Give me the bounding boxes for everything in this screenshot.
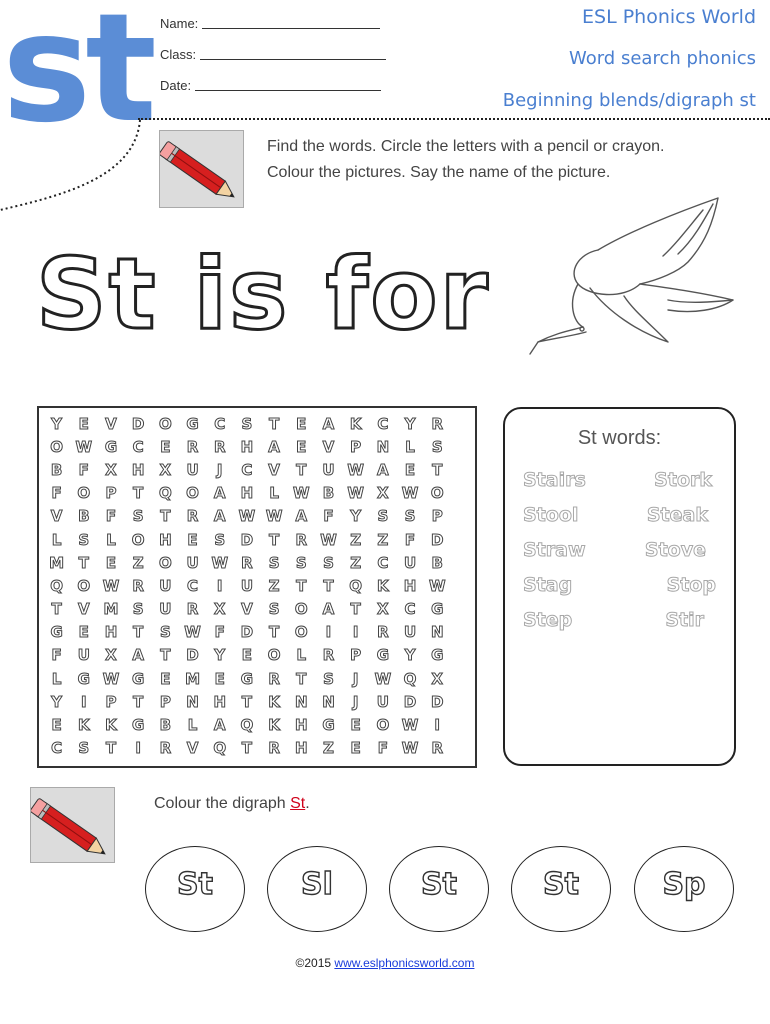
grid-letter[interactable]: H <box>240 484 254 503</box>
grid-letter[interactable]: S <box>241 414 253 433</box>
grid-letter[interactable]: I <box>80 692 87 711</box>
digraph-circle[interactable] <box>389 846 489 932</box>
grid-letter[interactable]: H <box>213 692 226 711</box>
grid-letter[interactable]: E <box>78 623 89 642</box>
grid-letter[interactable]: M <box>49 553 65 572</box>
grid-letter[interactable]: W <box>428 576 446 595</box>
grid-letter[interactable]: E <box>187 530 198 549</box>
grid-letter[interactable]: G <box>132 669 145 688</box>
grid-letter[interactable]: A <box>132 646 144 665</box>
grid-letter[interactable]: F <box>377 739 388 758</box>
grid-letter[interactable]: W <box>320 530 337 549</box>
grid-letter[interactable]: T <box>133 623 144 642</box>
grid-letter[interactable]: W <box>401 716 419 735</box>
grid-letter[interactable]: F <box>404 530 416 549</box>
grid-letter[interactable]: D <box>131 414 145 433</box>
grid-letter[interactable]: E <box>78 414 89 433</box>
grid-letter[interactable]: G <box>431 600 444 619</box>
grid-letter[interactable]: S <box>159 623 171 642</box>
grid-letter[interactable]: R <box>377 623 389 642</box>
grid-letter[interactable]: J <box>216 460 223 479</box>
grid-letter[interactable]: V <box>50 507 63 526</box>
grid-letter[interactable]: S <box>268 553 280 572</box>
grid-letter[interactable]: A <box>268 437 280 456</box>
grid-letter[interactable]: I <box>325 623 332 642</box>
brand-topic: Beginning blends/digraph st <box>502 90 756 111</box>
grid-letter[interactable]: D <box>403 692 417 711</box>
grid-letter[interactable]: W <box>102 669 120 688</box>
grid-letter[interactable]: E <box>296 437 307 456</box>
grid-letter[interactable]: O <box>77 576 91 595</box>
grid-letter[interactable]: E <box>160 437 171 456</box>
grid-letter[interactable]: G <box>240 669 254 688</box>
word-search-grid[interactable] <box>37 406 477 768</box>
header-divider <box>138 118 770 120</box>
class-line[interactable] <box>200 59 386 60</box>
grid-letter[interactable]: P <box>350 437 362 456</box>
grid-letter[interactable]: O <box>158 553 172 572</box>
grid-letter[interactable]: Q <box>240 716 254 735</box>
grid-letter[interactable]: G <box>322 716 335 735</box>
grid-letter[interactable]: T <box>432 460 443 479</box>
grid-letter[interactable]: G <box>132 716 145 735</box>
grid-letter[interactable]: R <box>186 600 199 619</box>
grid-letter[interactable]: F <box>51 646 62 665</box>
grid-letter[interactable]: R <box>431 739 443 758</box>
grid-letter[interactable]: Z <box>377 530 389 549</box>
grid-letter[interactable]: L <box>187 716 198 735</box>
grid-letter[interactable]: E <box>241 646 253 665</box>
word-search-table[interactable] <box>43 412 451 760</box>
grid-letter[interactable]: H <box>403 576 417 595</box>
grid-letter[interactable]: U <box>403 553 417 572</box>
colour-label-prefix: Colour the digraph <box>154 795 291 812</box>
grid-letter[interactable]: A <box>213 716 226 735</box>
grid-letter[interactable]: T <box>296 669 307 688</box>
website-link[interactable]: www.eslphonicsworld.com <box>334 956 475 970</box>
grid-letter[interactable]: V <box>268 460 280 479</box>
grid-letter[interactable]: S <box>78 739 90 758</box>
grid-letter[interactable]: O <box>294 623 308 642</box>
grid-letter[interactable]: T <box>133 484 144 503</box>
grid-letter[interactable]: Z <box>323 739 334 758</box>
grid-letter[interactable]: A <box>322 414 335 433</box>
grid-letter[interactable]: C <box>377 553 389 572</box>
grid-letter[interactable]: S <box>132 600 144 619</box>
grid-letter[interactable]: B <box>322 484 335 503</box>
grid-letter[interactable]: I <box>216 576 223 595</box>
word-item: Straw <box>523 539 586 561</box>
word-item: Stir <box>665 609 704 631</box>
grid-letter[interactable]: H <box>104 623 118 642</box>
grid-letter[interactable]: U <box>186 460 199 479</box>
grid-letter[interactable]: F <box>214 623 225 642</box>
grid-letter[interactable]: K <box>77 716 90 735</box>
grid-letter[interactable]: R <box>241 553 253 572</box>
grid-row <box>43 528 451 551</box>
grid-letter[interactable]: X <box>213 600 226 619</box>
grid-letter[interactable]: Q <box>349 576 363 595</box>
grid-letter[interactable]: H <box>295 739 308 758</box>
grid-letter[interactable]: A <box>213 484 226 503</box>
grid-letter[interactable]: F <box>323 507 334 526</box>
grid-letter[interactable]: T <box>350 600 361 619</box>
grid-letter[interactable]: O <box>77 484 91 503</box>
grid-letter[interactable]: U <box>376 692 389 711</box>
class-field[interactable] <box>160 47 386 62</box>
grid-letter[interactable]: U <box>403 623 417 642</box>
word-item: Steak <box>646 504 708 526</box>
grid-letter[interactable]: R <box>268 669 280 688</box>
grid-letter[interactable]: V <box>186 739 199 758</box>
divider-curve <box>0 118 160 218</box>
grid-letter[interactable]: A <box>295 507 308 526</box>
grid-letter[interactable]: M <box>103 600 119 619</box>
grid-letter[interactable]: H <box>295 716 308 735</box>
pencil-icon-box <box>159 130 244 208</box>
grid-letter[interactable]: Y <box>404 646 416 665</box>
grid-letter[interactable]: T <box>78 553 89 572</box>
grid-letter[interactable]: G <box>376 646 389 665</box>
pencil-icon <box>160 131 245 209</box>
grid-letter[interactable]: K <box>268 716 280 735</box>
grid-letter[interactable]: L <box>51 530 62 549</box>
grid-letter[interactable]: C <box>51 739 63 758</box>
grid-letter[interactable]: B <box>431 553 443 572</box>
grid-letter[interactable]: S <box>268 600 280 619</box>
grid-letter[interactable]: W <box>75 437 93 456</box>
digraph-option: St <box>177 866 213 902</box>
grid-letter[interactable]: E <box>51 716 62 735</box>
grid-letter[interactable]: X <box>377 600 389 619</box>
grid-letter[interactable]: G <box>431 646 444 665</box>
grid-letter[interactable]: O <box>131 530 145 549</box>
grid-letter[interactable]: E <box>105 553 117 572</box>
grid-letter[interactable]: J <box>352 692 359 711</box>
grid-letter[interactable]: L <box>405 437 415 456</box>
grid-letter[interactable]: E <box>296 414 307 433</box>
grid-letter[interactable]: S <box>132 507 144 526</box>
word-item: Step <box>523 609 573 631</box>
grid-letter[interactable]: S <box>78 530 90 549</box>
grid-letter[interactable]: F <box>105 507 117 526</box>
grid-letter[interactable]: K <box>105 716 117 735</box>
grid-letter[interactable]: O <box>267 646 281 665</box>
grid-letter[interactable]: L <box>51 669 62 688</box>
grid-letter[interactable]: R <box>186 507 199 526</box>
digraph-option: Sl <box>301 866 333 902</box>
digraph-circle[interactable] <box>634 846 734 932</box>
grid-row <box>43 737 451 760</box>
grid-letter[interactable]: Q <box>158 484 172 503</box>
footer <box>0 956 770 970</box>
grid-letter[interactable]: M <box>185 669 200 688</box>
grid-letter[interactable]: L <box>106 530 116 549</box>
grid-letter[interactable]: J <box>352 669 359 688</box>
grid-letter[interactable]: I <box>352 623 359 642</box>
stork-illustration <box>528 192 758 362</box>
grid-letter[interactable]: P <box>105 692 117 711</box>
grid-letter[interactable]: B <box>78 507 90 526</box>
grid-letter[interactable]: N <box>295 692 308 711</box>
grid-letter[interactable]: C <box>214 414 226 433</box>
grid-letter[interactable]: G <box>186 414 199 433</box>
grid-row <box>43 412 451 435</box>
grid-letter[interactable]: R <box>132 576 144 595</box>
grid-letter[interactable]: W <box>374 669 392 688</box>
grid-letter[interactable]: R <box>186 437 199 456</box>
grid-letter[interactable]: U <box>240 576 253 595</box>
grid-letter[interactable]: W <box>211 553 228 572</box>
grid-letter[interactable]: T <box>241 739 253 758</box>
grid-letter[interactable]: T <box>160 646 171 665</box>
grid-letter[interactable]: R <box>159 739 172 758</box>
word-item: Stool <box>523 504 579 526</box>
grid-row <box>43 690 451 713</box>
date-line[interactable] <box>195 90 381 91</box>
grid-letter[interactable]: G <box>77 669 90 688</box>
grid-letter[interactable]: U <box>186 553 199 572</box>
grid-letter[interactable]: S <box>377 507 389 526</box>
grid-letter[interactable]: T <box>296 576 307 595</box>
grid-letter[interactable]: S <box>323 553 334 572</box>
grid-letter[interactable]: G <box>104 437 118 456</box>
grid-letter[interactable]: E <box>350 739 361 758</box>
grid-letter[interactable]: W <box>293 484 310 503</box>
st-is-for-heading <box>36 228 536 348</box>
grid-letter[interactable]: V <box>77 600 90 619</box>
instructions <box>267 134 665 186</box>
grid-letter[interactable]: T <box>105 739 117 758</box>
grid-letter[interactable]: D <box>240 530 254 549</box>
grid-letter[interactable]: T <box>296 460 307 479</box>
grid-row <box>43 598 451 621</box>
grid-letter[interactable]: Y <box>404 414 416 433</box>
grid-letter[interactable]: S <box>404 507 416 526</box>
grid-letter[interactable]: Y <box>51 414 63 433</box>
grid-letter[interactable]: Y <box>350 507 362 526</box>
brand-subtitle: Word search phonics <box>568 48 756 69</box>
grid-letter[interactable]: U <box>322 460 335 479</box>
grid-letter[interactable]: T <box>241 692 253 711</box>
date-field[interactable] <box>160 78 381 93</box>
grid-letter[interactable]: Y <box>51 692 63 711</box>
grid-letter[interactable]: Z <box>350 530 362 549</box>
grid-letter[interactable]: O <box>186 484 199 503</box>
grid-letter[interactable]: R <box>322 646 335 665</box>
grid-letter[interactable]: S <box>295 553 307 572</box>
grid-row <box>43 667 451 690</box>
grid-letter[interactable]: D <box>240 623 254 642</box>
grid-row <box>43 713 451 736</box>
digraph-circle[interactable] <box>145 846 245 932</box>
grid-letter[interactable]: E <box>160 669 171 688</box>
word-item: Stag <box>523 574 573 596</box>
grid-letter[interactable]: Z <box>132 553 144 572</box>
grid-letter[interactable]: Q <box>50 576 63 595</box>
grid-letter[interactable]: C <box>404 600 416 619</box>
grid-letter[interactable]: W <box>347 484 364 503</box>
grid-letter[interactable]: N <box>376 437 390 456</box>
grid-letter[interactable]: T <box>51 600 62 619</box>
grid-letter[interactable]: K <box>268 692 280 711</box>
grid-letter[interactable]: D <box>186 646 199 665</box>
copyright-text: ©2015 <box>295 956 335 970</box>
grid-letter[interactable]: T <box>160 507 171 526</box>
digraph-circle[interactable] <box>267 846 367 932</box>
colour-task-label <box>154 795 310 813</box>
grid-letter[interactable]: P <box>350 646 362 665</box>
grid-letter[interactable]: V <box>105 414 117 433</box>
grid-letter[interactable]: C <box>132 437 144 456</box>
grid-letter[interactable]: K <box>349 414 362 433</box>
grid-letter[interactable]: X <box>105 460 117 479</box>
grid-letter[interactable]: R <box>295 530 308 549</box>
grid-letter[interactable]: B <box>50 460 63 479</box>
grid-letter[interactable]: T <box>133 692 144 711</box>
grid-row <box>43 621 451 644</box>
grid-row <box>43 482 451 505</box>
grid-letter[interactable]: W <box>238 507 256 526</box>
grid-row <box>43 574 451 597</box>
grid-letter[interactable]: U <box>159 600 172 619</box>
grid-letter[interactable]: U <box>77 646 90 665</box>
grid-letter[interactable]: O <box>430 484 444 503</box>
grid-letter[interactable]: W <box>184 623 201 642</box>
grid-letter[interactable]: E <box>350 716 361 735</box>
grid-letter[interactable]: S <box>323 669 334 688</box>
grid-letter[interactable]: X <box>105 646 117 665</box>
name-field[interactable] <box>160 16 380 31</box>
grid-letter[interactable]: O <box>376 716 390 735</box>
grid-letter[interactable]: I <box>135 739 141 758</box>
grid-letter[interactable]: D <box>430 692 444 711</box>
grid-letter[interactable]: C <box>187 576 199 595</box>
grid-row <box>43 644 451 667</box>
grid-letter[interactable]: Z <box>350 553 362 572</box>
grid-letter[interactable]: E <box>214 669 225 688</box>
word-list-title: St words: <box>577 427 662 449</box>
colour-label-suffix: . <box>305 795 310 812</box>
grid-letter[interactable]: T <box>323 576 334 595</box>
grid-letter[interactable]: S <box>214 530 226 549</box>
grid-letter[interactable]: W <box>401 739 419 758</box>
grid-letter[interactable]: X <box>431 669 443 688</box>
grid-letter[interactable]: C <box>241 460 253 479</box>
pencil-icon <box>31 788 116 864</box>
big-st-letters: st <box>2 0 151 156</box>
grid-letter[interactable]: K <box>377 576 389 595</box>
grid-row <box>43 435 451 458</box>
grid-letter[interactable]: Z <box>268 576 280 595</box>
word-item: Stop <box>666 574 716 596</box>
grid-letter[interactable]: A <box>322 600 335 619</box>
digraph-option: St <box>543 866 579 902</box>
grid-letter[interactable]: O <box>50 437 63 456</box>
digraph-option: Sp <box>662 866 706 902</box>
grid-letter[interactable]: L <box>269 484 279 503</box>
grid-letter[interactable]: T <box>268 623 280 642</box>
brand-title: ESL Phonics World <box>582 6 756 28</box>
grid-letter[interactable]: C <box>377 414 389 433</box>
grid-letter[interactable]: Y <box>214 646 226 665</box>
grid-letter[interactable]: H <box>131 460 145 479</box>
grid-letter[interactable]: T <box>268 414 280 433</box>
grid-letter[interactable]: X <box>159 460 172 479</box>
grid-letter[interactable]: L <box>296 646 307 665</box>
grid-letter[interactable]: N <box>322 692 335 711</box>
word-item: Stork <box>654 469 712 491</box>
name-label: Name: <box>160 16 199 31</box>
grid-letter[interactable]: N <box>430 623 444 642</box>
pencil-icon-box <box>30 787 115 863</box>
grid-letter[interactable]: Q <box>403 669 417 688</box>
date-label: Date: <box>160 78 192 93</box>
grid-letter[interactable]: W <box>265 507 283 526</box>
grid-letter[interactable]: O <box>158 414 172 433</box>
class-label: Class: <box>160 47 197 62</box>
instruction-line-2: Colour the pictures. Say the name of the picture. <box>267 164 611 181</box>
grid-letter[interactable]: W <box>401 484 419 503</box>
grid-letter[interactable]: V <box>322 437 335 456</box>
grid-letter[interactable]: A <box>377 460 389 479</box>
grid-letter[interactable]: R <box>213 437 226 456</box>
grid-letter[interactable]: P <box>431 507 443 526</box>
grid-letter[interactable]: V <box>241 600 253 619</box>
grid-letter[interactable]: H <box>159 530 172 549</box>
digraph-st-link: St <box>290 795 306 812</box>
grid-letter[interactable]: F <box>78 460 89 479</box>
grid-letter[interactable]: R <box>268 739 280 758</box>
grid-letter[interactable]: G <box>50 623 63 642</box>
digraph-option: St <box>421 866 457 902</box>
grid-letter[interactable]: R <box>431 414 443 433</box>
grid-letter[interactable]: F <box>51 484 62 503</box>
grid-row <box>43 551 451 574</box>
grid-row <box>43 505 451 528</box>
name-line[interactable] <box>202 28 380 29</box>
grid-letter[interactable]: T <box>268 530 280 549</box>
grid-letter[interactable]: O <box>294 600 308 619</box>
grid-letter[interactable]: P <box>159 692 171 711</box>
grid-letter[interactable]: Q <box>213 739 227 758</box>
heading-text: St is for <box>36 238 490 348</box>
grid-letter[interactable]: N <box>186 692 199 711</box>
grid-letter[interactable]: X <box>377 484 389 503</box>
digraph-circle[interactable] <box>511 846 611 932</box>
grid-letter[interactable]: D <box>430 530 444 549</box>
instruction-line-1: Find the words. Circle the letters with a pencil or crayon. <box>267 138 665 155</box>
grid-letter[interactable]: U <box>159 576 172 595</box>
word-item: Stairs <box>523 469 586 491</box>
grid-letter[interactable]: H <box>240 437 254 456</box>
word-item: Stove <box>644 539 706 561</box>
grid-letter[interactable]: A <box>213 507 226 526</box>
grid-letter[interactable]: I <box>434 716 441 735</box>
grid-letter[interactable]: P <box>105 484 117 503</box>
grid-letter[interactable]: E <box>404 460 416 479</box>
grid-letter[interactable]: S <box>431 437 443 456</box>
grid-letter[interactable]: W <box>102 576 120 595</box>
grid-letter[interactable]: B <box>159 716 172 735</box>
grid-letter[interactable]: W <box>347 460 364 479</box>
word-list-box <box>503 407 736 766</box>
grid-row <box>43 458 451 481</box>
